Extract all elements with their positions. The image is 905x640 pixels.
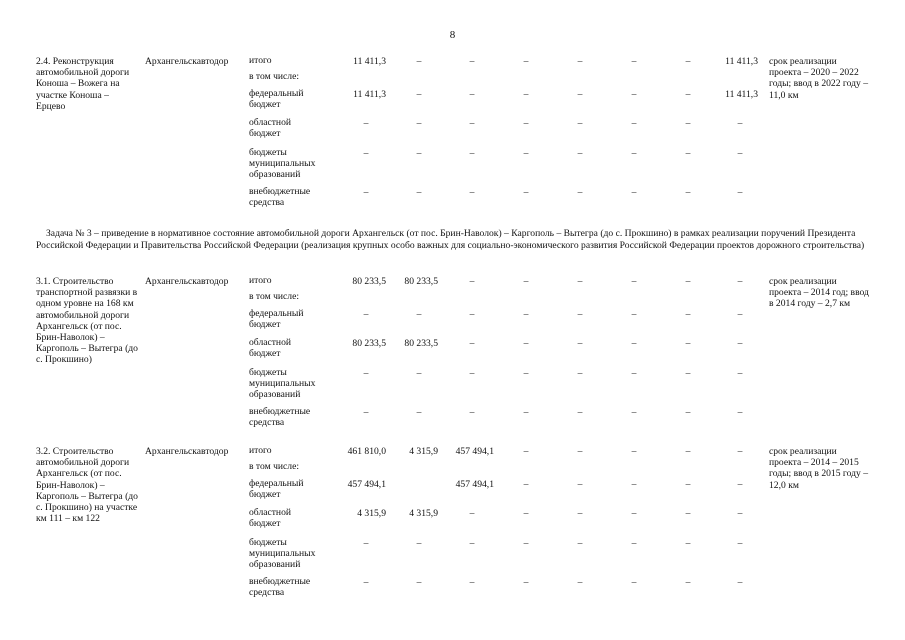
funding-cell: – — [577, 368, 583, 379]
funding-cell: – — [737, 407, 743, 418]
funding-cell: – — [363, 407, 369, 418]
funding-cell: – — [737, 538, 743, 549]
funding-cell: 80 233,5 — [352, 338, 386, 349]
funding-source-label: итого — [249, 55, 272, 66]
funding-cell: – — [685, 338, 691, 349]
funding-cell: – — [631, 148, 637, 159]
funding-cell: – — [416, 309, 422, 320]
funding-cell: – — [469, 538, 475, 549]
funding-cell: – — [737, 118, 743, 129]
funding-cell: – — [631, 309, 637, 320]
funding-cell: – — [577, 148, 583, 159]
funding-cell: – — [631, 338, 637, 349]
funding-cell: – — [469, 338, 475, 349]
funding-source-label: итого — [249, 275, 272, 286]
funding-cell: – — [577, 338, 583, 349]
funding-cell: – — [523, 577, 529, 588]
funding-source-label: областной бюджет — [249, 507, 292, 529]
funding-cell: – — [577, 446, 583, 457]
funding-cell: 461 810,0 — [347, 446, 386, 457]
funding-cell: – — [469, 56, 475, 67]
funding-cell: – — [631, 187, 637, 198]
funding-cell: – — [577, 577, 583, 588]
funding-cell: – — [469, 407, 475, 418]
funding-cell: – — [416, 89, 422, 100]
funding-cell: – — [685, 577, 691, 588]
funding-cell: – — [469, 368, 475, 379]
funding-cell: 11 411,3 — [725, 56, 758, 67]
funding-cell: – — [363, 538, 369, 549]
task-3-heading: Задача № 3 – приведение в нормативное состояние автомобильной дороги Архангельск (от пос. Брин-Наволок) – Каргополь – Вытегра (до с. Прокшино) в рамках реализации поручений Президента Российской Федерации и Правительства Российской Федерации (реализация крупных особо важных для социально-экономического развития Российской Федерации проектов дорожного строительства) — [36, 228, 865, 251]
funding-cell: – — [685, 187, 691, 198]
funding-cell: – — [577, 276, 583, 287]
funding-cell: – — [469, 148, 475, 159]
funding-cell: – — [577, 89, 583, 100]
funding-cell: – — [363, 368, 369, 379]
funding-cell: 4 315,9 — [357, 508, 386, 519]
project-note: срок реализации проекта – 2014 – 2015 годы; ввод в 2015 году – 12,0 км — [769, 446, 869, 491]
executor: Архангельскавтодор — [145, 56, 229, 67]
funding-cell: – — [737, 508, 743, 519]
project-name: 3.1. Строительство транспортной развязки в одном уровне на 168 км автомобильной дороги Архангельск (от пос. Брин-Наволок) – Каргополь – Вытегра (до с. Прокшино) — [36, 276, 138, 366]
funding-cell: 457 494,1 — [347, 479, 386, 490]
funding-source-label: областной бюджет — [249, 117, 292, 139]
funding-cell: 457 494,1 — [455, 446, 494, 457]
funding-cell: – — [416, 56, 422, 67]
funding-cell: – — [523, 479, 529, 490]
funding-cell: – — [737, 368, 743, 379]
funding-cell: – — [631, 577, 637, 588]
funding-cell: – — [685, 118, 691, 129]
funding-cell: – — [685, 309, 691, 320]
funding-cell: – — [523, 89, 529, 100]
funding-cell: – — [523, 118, 529, 129]
funding-cell: – — [737, 577, 743, 588]
funding-cell: 11 411,3 — [353, 89, 386, 100]
funding-cell: – — [469, 577, 475, 588]
funding-cell: – — [631, 56, 637, 67]
funding-cell: 4 315,9 — [409, 508, 438, 519]
funding-source-label: внебюджетные средства — [249, 406, 311, 428]
funding-cell: – — [577, 309, 583, 320]
funding-cell: – — [363, 187, 369, 198]
funding-cell: – — [523, 309, 529, 320]
funding-cell: – — [631, 89, 637, 100]
funding-cell: – — [631, 276, 637, 287]
funding-cell: – — [577, 538, 583, 549]
funding-cell: – — [737, 148, 743, 159]
funding-cell: – — [523, 276, 529, 287]
funding-source-label: бюджеты муниципальных образований — [249, 537, 316, 570]
funding-cell: – — [416, 538, 422, 549]
funding-source-label: в том числе: — [249, 291, 300, 302]
funding-cell: 11 411,3 — [725, 89, 758, 100]
funding-cell: – — [737, 187, 743, 198]
funding-cell: 11 411,3 — [353, 56, 386, 67]
funding-cell: – — [416, 148, 422, 159]
funding-cell: – — [577, 407, 583, 418]
funding-cell: – — [523, 148, 529, 159]
funding-cell: 80 233,5 — [404, 338, 438, 349]
funding-cell: – — [523, 338, 529, 349]
funding-cell: – — [469, 89, 475, 100]
funding-cell: – — [685, 479, 691, 490]
funding-cell: – — [469, 118, 475, 129]
funding-cell: – — [631, 446, 637, 457]
funding-cell: – — [685, 148, 691, 159]
funding-cell: – — [631, 479, 637, 490]
funding-cell: – — [523, 538, 529, 549]
funding-cell: – — [577, 56, 583, 67]
funding-source-label: в том числе: — [249, 461, 300, 472]
funding-cell: – — [523, 368, 529, 379]
funding-cell: – — [577, 187, 583, 198]
funding-cell: 80 233,5 — [404, 276, 438, 287]
project-note: срок реализации проекта – 2020 – 2022 годы; ввод в 2022 году – 11,0 км — [769, 56, 869, 101]
funding-cell: – — [416, 407, 422, 418]
funding-source-label: бюджеты муниципальных образований — [249, 367, 316, 400]
funding-cell: – — [577, 479, 583, 490]
funding-source-label: в том числе: — [249, 71, 300, 82]
funding-cell: – — [685, 508, 691, 519]
funding-cell: – — [631, 508, 637, 519]
funding-cell: – — [523, 508, 529, 519]
funding-source-label: федеральный бюджет — [249, 478, 304, 500]
funding-source-label: внебюджетные средства — [249, 186, 311, 208]
project-name: 2.4. Реконструкция автомобильной дороги Коноша – Вожега на участке Коноша – Ерцево — [36, 56, 130, 112]
funding-cell: – — [737, 446, 743, 457]
funding-source-label: федеральный бюджет — [249, 88, 304, 110]
funding-cell: – — [737, 276, 743, 287]
funding-cell: – — [416, 368, 422, 379]
funding-cell: – — [631, 118, 637, 129]
funding-cell: – — [523, 56, 529, 67]
executor: Архангельскавтодор — [145, 276, 229, 287]
executor: Архангельскавтодор — [145, 446, 229, 457]
project-note: срок реализации проекта – 2014 год; ввод в 2014 году – 2,7 км — [769, 276, 869, 310]
funding-cell: – — [363, 148, 369, 159]
funding-cell: – — [523, 407, 529, 418]
funding-source-label: внебюджетные средства — [249, 576, 311, 598]
funding-cell: – — [685, 538, 691, 549]
funding-cell: – — [469, 276, 475, 287]
funding-cell: – — [416, 577, 422, 588]
funding-cell: – — [631, 407, 637, 418]
funding-cell: 457 494,1 — [455, 479, 494, 490]
page-number: 8 — [449, 29, 456, 41]
funding-cell: – — [685, 56, 691, 67]
funding-cell: – — [523, 187, 529, 198]
funding-cell: – — [469, 309, 475, 320]
funding-cell: – — [685, 446, 691, 457]
funding-cell: 80 233,5 — [352, 276, 386, 287]
funding-cell: – — [469, 508, 475, 519]
funding-cell: – — [416, 118, 422, 129]
funding-source-label: итого — [249, 445, 272, 456]
funding-cell: – — [631, 538, 637, 549]
funding-cell: – — [577, 118, 583, 129]
funding-cell: – — [685, 89, 691, 100]
funding-source-label: федеральный бюджет — [249, 308, 304, 330]
funding-cell: – — [737, 309, 743, 320]
funding-cell: – — [523, 446, 529, 457]
project-name: 3.2. Строительство автомобильной дороги Архангельск (от пос. Брин-Наволок) – Каргополь – Вытегра (до с. Прокшино) на участке км 111 – км 122 — [36, 446, 138, 525]
funding-cell: – — [685, 368, 691, 379]
funding-cell: – — [631, 368, 637, 379]
funding-cell: – — [685, 407, 691, 418]
funding-cell: – — [363, 577, 369, 588]
funding-cell: – — [685, 276, 691, 287]
funding-cell: – — [737, 338, 743, 349]
funding-cell: – — [577, 508, 583, 519]
funding-cell: – — [363, 118, 369, 129]
funding-cell: – — [737, 479, 743, 490]
funding-cell: – — [363, 309, 369, 320]
funding-source-label: бюджеты муниципальных образований — [249, 147, 316, 180]
funding-cell: – — [469, 187, 475, 198]
funding-source-label: областной бюджет — [249, 337, 292, 359]
funding-cell: – — [416, 187, 422, 198]
funding-cell: 4 315,9 — [409, 446, 438, 457]
